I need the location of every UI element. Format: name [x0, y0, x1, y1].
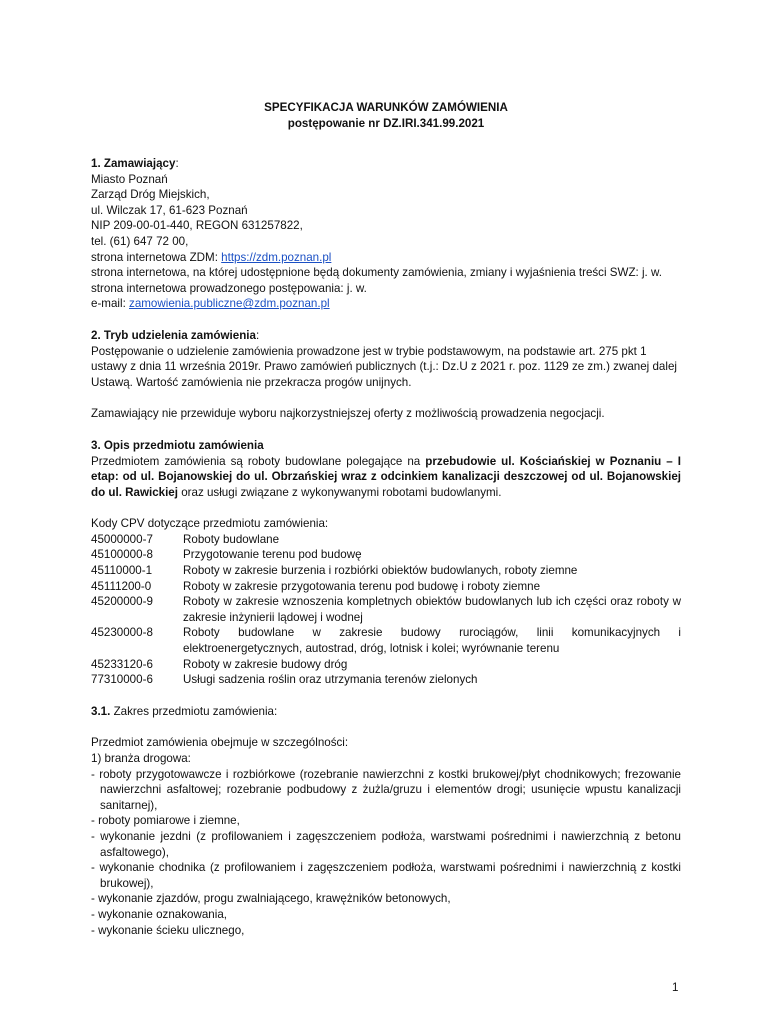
cpv-list — [91, 532, 681, 688]
email-link[interactable]: zamowienia.publiczne@zdm.poznan.pl — [129, 297, 330, 311]
address-line: NIP 209-00-01-440, REGON 631257822, — [91, 219, 303, 233]
cpv-code: 45233120-6 — [91, 657, 153, 671]
procedure-paragraph: Postępowanie o udzielenie zamówienia prowadzone jest w trybie podstawowym, na podstawie art. 275 pkt 1 ustawy z dnia 11 września 2019r. Prawo zamówień publicznych (t.j.: Dz.U z 2021 r. poz. 1129 ze zm.) zwanej dalej Ustawą. Wartość zamówienia nie przekracza progów unijnych. — [91, 344, 677, 389]
cpv-description: Roboty w zakresie wznoszenia kompletnych obiektów budowlanych lub ich części oraz roboty w zakresie inżynierii lądowej i wodnej — [183, 595, 681, 624]
document-title: SPECYFIKACJA WARUNKÓW ZAMÓWIENIA — [264, 101, 508, 114]
list-item: - wykonanie chodnika (z profilowaniem i zagęszczeniem podłoża, warstwami pośrednimi i nawierzchnią z kostki brukowej), — [91, 861, 681, 890]
cpv-code: 45230000-8 — [91, 626, 153, 640]
section-2-heading: 2. Tryb udzielenia zamówienia: — [91, 328, 260, 342]
subject-paragraph: Przedmiotem zamówienia są roboty budowlane polegające na przebudowie ul. Kościańskiej w Poznaniu – I etap: od ul. Bojanowskiej do ul. Obrzańskiej wraz z odcinkiem kanalizacji deszczowej od ul. Bojanowskiej do ul. Rawickiej oraz usługi związane z wykonywanymi robotami budowlanymi. — [91, 454, 681, 499]
address-line: Zarząd Dróg Miejskich, — [91, 188, 210, 202]
list-item: - wykonanie jezdni (z profilowaniem i zagęszczeniem podłoża, warstwami pośrednimi i nawierzchnią z betonu asfaltowego), — [91, 829, 681, 859]
cpv-description: Roboty w zakresie budowy dróg — [183, 657, 348, 671]
negotiation-paragraph: Zamawiający nie przewiduje wyboru najkorzystniejszej oferty z możliwością prowadzenia negocjacji. — [91, 407, 605, 421]
cpv-description: Roboty budowlane w zakresie budowy rurociągów, linii komunikacyjnych i elektroenergetycznych, autostrad, dróg, lotnisk i kolei; wyrównanie terenu — [183, 626, 681, 656]
list-item: - roboty pomiarowe i ziemne, — [91, 814, 240, 828]
cpv-description: Roboty budowlane — [183, 532, 280, 546]
address-line: Miasto Poznań — [91, 172, 168, 186]
list-item: - wykonanie oznakowania, — [91, 907, 227, 921]
section-1-heading: 1. Zamawiający: — [91, 157, 179, 170]
cpv-code: 77310000-6 — [91, 673, 153, 687]
list-item: - roboty przygotowawcze i rozbiórkowe (rozebranie nawierzchni z kostki brukowej/płyt chodnikowych; frezowanie nawierzchni asfaltowej; rozebranie podbudowy z żużla/gruzu i elementów drogi; usunięcie wpustu kanalizacji sanitarnej), — [91, 767, 681, 812]
email-line: e-mail: zamowienia.publiczne@zdm.poznan.pl — [91, 297, 330, 311]
cpv-description: Roboty w zakresie przygotowania terenu pod budowę i roboty ziemne — [183, 579, 541, 593]
address-line: ul. Wilczak 17, 61-623 Poznań — [91, 203, 248, 217]
branch-heading: 1) branża drogowa: — [91, 752, 191, 765]
cpv-description: Roboty w zakresie burzenia i rozbiórki obiektów budowlanych, roboty ziemne — [183, 564, 578, 578]
section-3-heading: 3. Opis przedmiotu zamówienia — [91, 438, 264, 452]
zdm-website-link[interactable]: https://zdm.poznan.pl — [221, 250, 332, 264]
address-line: tel. (61) 647 72 00, — [91, 234, 189, 248]
cpv-code: 45200000-9 — [91, 595, 153, 609]
cpv-description: Przygotowanie terenu pod budowę — [183, 548, 362, 562]
procedure-website-line: strona internetowa prowadzonego postępowania: j. w. — [91, 281, 367, 295]
cpv-code: 45100000-8 — [91, 548, 153, 562]
zdm-website-line: strona internetowa ZDM: https://zdm.poznan.pl — [91, 250, 332, 264]
cpv-heading: Kody CPV dotyczące przedmiotu zamówienia: — [91, 517, 329, 531]
cpv-code: 45000000-7 — [91, 532, 153, 546]
cpv-code: 45111200-0 — [91, 579, 152, 593]
cpv-description: Usługi sadzenia roślin oraz utrzymania terenów zielonych — [183, 673, 478, 687]
cpv-code: 45110000-1 — [91, 564, 153, 578]
list-item: - wykonanie zjazdów, progu zwalniającego, krawężników betonowych, — [91, 892, 451, 906]
scope-intro: Przedmiot zamówienia obejmuje w szczególności: — [91, 736, 349, 750]
section-3-1-heading: 3.1. Zakres przedmiotu zamówienia: — [91, 704, 278, 718]
document-page — [91, 100, 681, 938]
documents-website-line: strona internetowa, na której udostępnione będą dokumenty zamówienia, zmiany i wyjaśnienia treści SWZ: j. w. — [91, 266, 662, 280]
document-subtitle: postępowanie nr DZ.IRI.341.99.2021 — [287, 117, 485, 130]
list-item: - wykonanie ścieku ulicznego, — [91, 923, 245, 937]
page-number: 1 — [672, 981, 679, 994]
